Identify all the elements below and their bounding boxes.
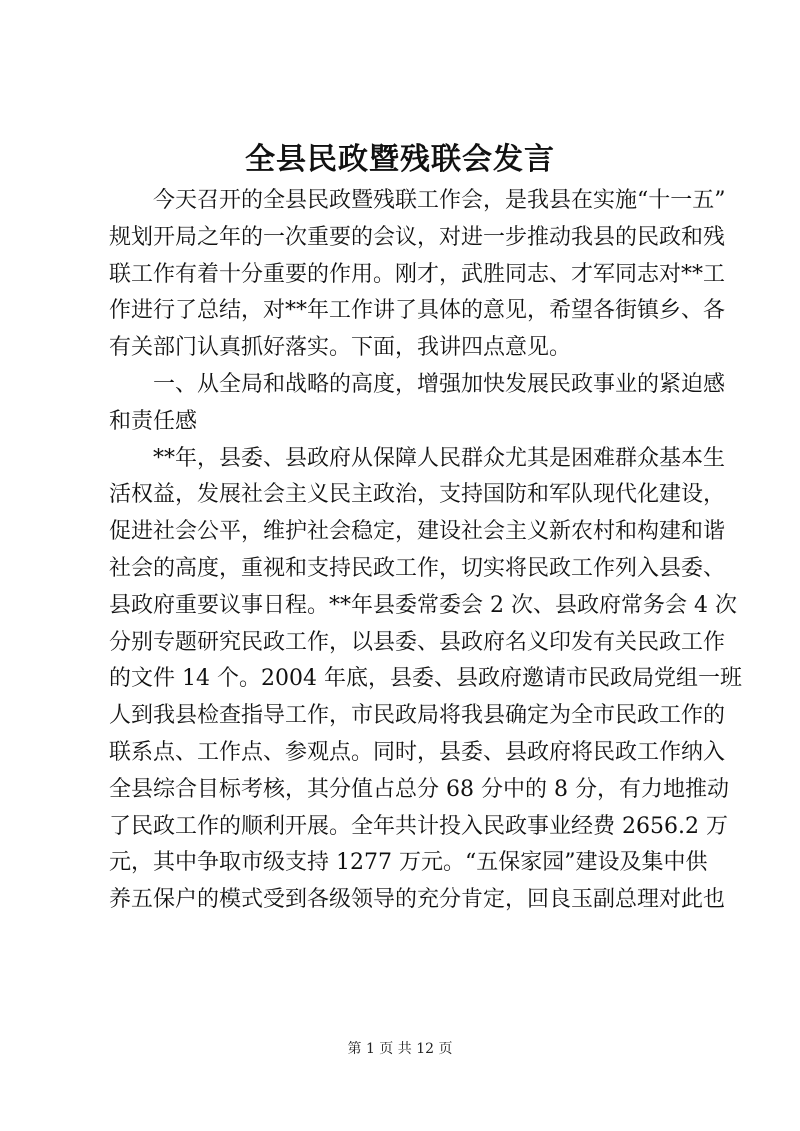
body-line: 促进社会公平，维护社会稳定，建设社会主义新农村和构建和谐	[109, 519, 726, 545]
page-number-footer: 第 1 页 共 12 页	[347, 1041, 453, 1057]
body-line: 有关部门认真抓好落实。下面，我讲四点意见。	[109, 335, 572, 361]
body-line: 规划开局之年的一次重要的会议，对进一步推动我县的民政和残	[109, 224, 726, 250]
body-line: 全县综合目标考核，其分值占总分 68 分中的 8 分，有力地推动	[109, 776, 729, 802]
section-heading-line: 一、从全局和战略的高度，增强加快发展民政事业的紧迫感	[153, 371, 726, 397]
section-heading-line: 和责任感	[109, 408, 198, 434]
body-line: 养五保户的模式受到各级领导的充分肯定，回良玉副总理对此也	[109, 887, 726, 913]
body-line: 联系点、工作点、参观点。同时，县委、县政府将民政工作纳入	[109, 739, 726, 765]
body-line: 联工作有着十分重要的作用。刚才，武胜同志、才军同志对**工	[109, 261, 726, 287]
body-line: 分别专题研究民政工作，以县委、县政府名义印发有关民政工作	[109, 629, 726, 655]
body-line: 县政府重要议事日程。**年县委常委会 2 次、县政府常务会 4 次	[109, 592, 737, 618]
body-line: 人到我县检查指导工作，市民政局将我县确定为全市民政工作的	[109, 703, 726, 729]
body-line: 作进行了总结，对**年工作讲了具体的意见，希望各街镇乡、各	[109, 298, 726, 324]
document-body	[109, 183, 742, 919]
body-line: 的文件 14 个。2004 年底，县委、县政府邀请市民政局党组一班	[109, 666, 742, 692]
body-line: 元，其中争取市级支持 1277 万元。“五保家园”建设及集中供	[109, 850, 708, 876]
document-title: 全县民政暨残联会发言	[245, 142, 555, 177]
body-line: **年，县委、县政府从保障人民群众尤其是困难群众基本生	[153, 445, 726, 471]
body-line: 社会的高度，重视和支持民政工作，切实将民政工作列入县委、	[109, 555, 726, 581]
body-line: 了民政工作的顺利开展。全年共计投入民政事业经费 2656.2 万	[109, 813, 728, 839]
body-line: 活权益，发展社会主义民主政治，支持国防和军队现代化建设，	[109, 482, 726, 508]
body-line: 今天召开的全县民政暨残联工作会，是我县在实施“十一五”	[153, 188, 726, 213]
